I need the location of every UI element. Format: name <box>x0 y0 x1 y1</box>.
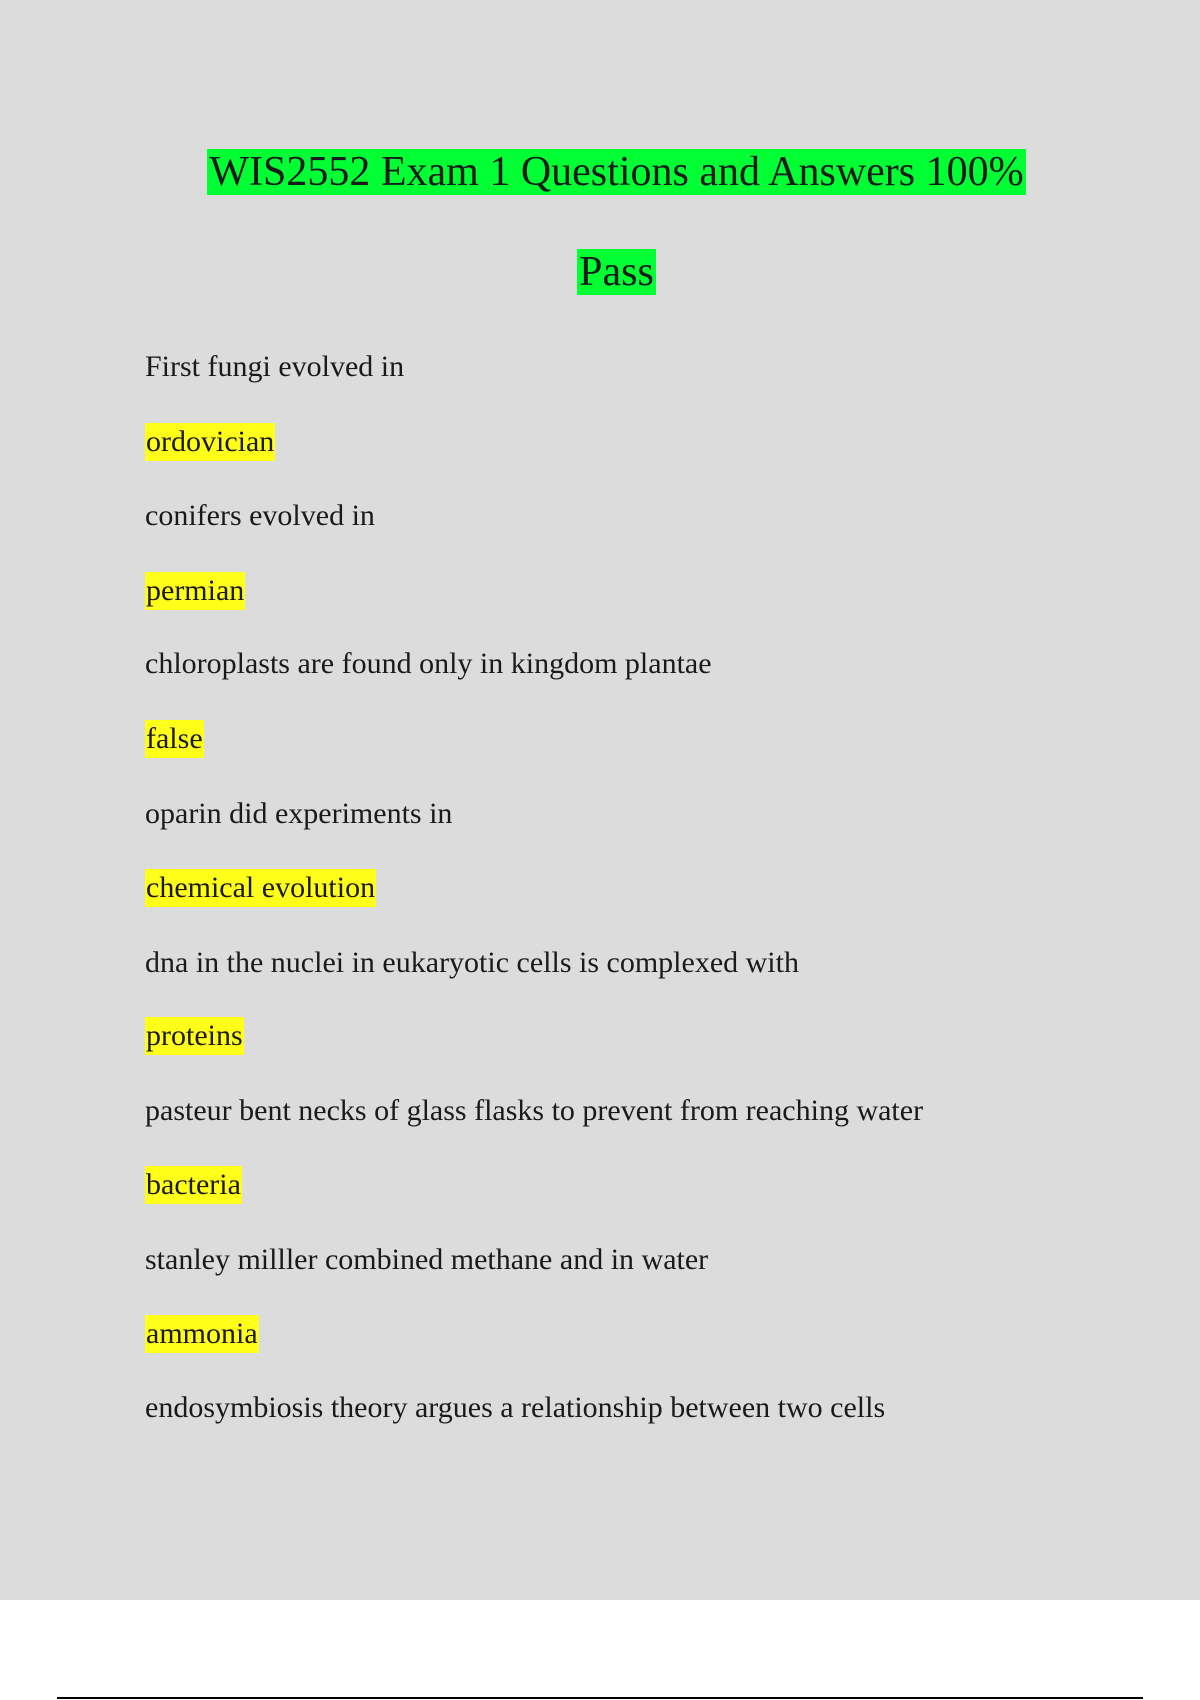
question-text: stanley milller combined methane and in water <box>145 1243 709 1276</box>
answer-text <box>145 423 275 461</box>
question-text: dna in the nuclei in eukaryotic cells is complexed with <box>145 946 799 979</box>
answer-highlight: ammonia <box>145 1315 259 1353</box>
answer-text <box>145 720 204 758</box>
answer-text <box>145 1315 259 1353</box>
question-text: conifers evolved in <box>145 499 375 532</box>
question-text: endosymbiosis theory argues a relationship between two cells <box>145 1391 886 1424</box>
question-text: chloroplasts are found only in kingdom plantae <box>145 647 712 680</box>
answer-highlight: ordovician <box>145 423 275 461</box>
answer-highlight: permian <box>145 572 245 610</box>
answer-text <box>145 572 245 610</box>
answer-text <box>145 1166 242 1204</box>
document-title-line-2 <box>0 246 1200 298</box>
answer-highlight: proteins <box>145 1017 244 1055</box>
question-text: First fungi evolved in <box>145 350 405 383</box>
title-highlight: WIS2552 Exam 1 Questions and Answers 100% <box>209 149 1024 195</box>
question-text: oparin did experiments in <box>145 797 453 830</box>
answer-highlight: chemical evolution <box>145 869 376 907</box>
document-title-line-1 <box>0 146 1200 198</box>
answer-text <box>145 1017 244 1055</box>
answer-highlight: false <box>145 720 204 758</box>
page-divider <box>57 1697 1143 1699</box>
answer-text <box>145 869 376 907</box>
answer-highlight: bacteria <box>145 1166 242 1204</box>
title-highlight: Pass <box>579 249 654 295</box>
question-text: pasteur bent necks of glass flasks to prevent from reaching water <box>145 1094 924 1127</box>
